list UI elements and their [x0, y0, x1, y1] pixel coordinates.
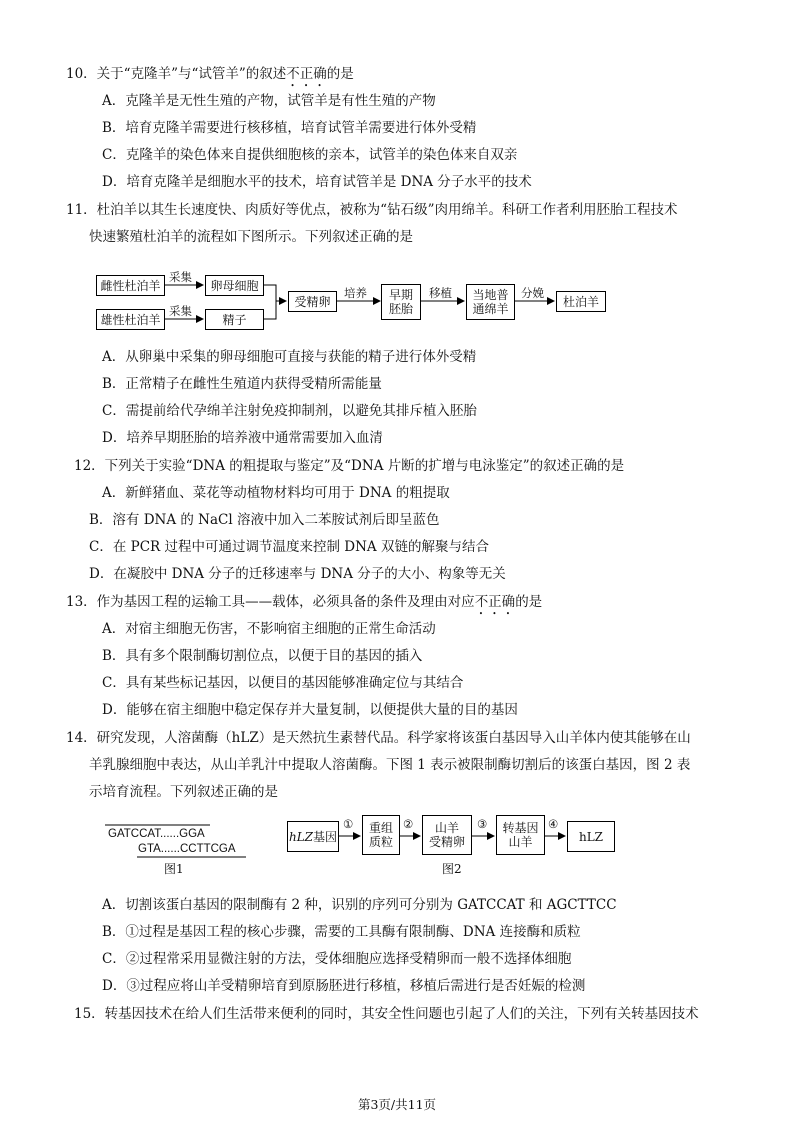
collect-label-1: 采集 [169, 270, 192, 284]
q10-option-a: A．克隆羊是无性生殖的产物，试管羊是有性生殖的产物 [102, 93, 436, 109]
q14-option-b: B．①过程是基因工程的核心步骤，需要的工具酶有限制酶、DNA 连接酶和质粒 [102, 924, 581, 940]
q14-option-d: D．③过程应将山羊受精卵培育到原肠胚进行移植，移植后需进行是否妊娠的检测 [102, 978, 586, 994]
transfer-label: 移植 [429, 286, 452, 300]
q11-option-c: C．需提前给代孕绵羊注射免疫抑制剂，以避免其排斥植入胚胎 [102, 403, 477, 419]
q12-option-b: B．溶有 DNA 的 NaCl 溶液中加入二苯胺试剂后即呈蓝色 [89, 512, 440, 528]
q13-option-c: C．具有某些标记基因，以便目的基因能够准确定位与其结合 [102, 675, 464, 691]
q14-option-c: C．②过程常采用显微注射的方法，受体细胞应选择受精卵而一般不选择体细胞 [102, 951, 572, 967]
q13-stem: 13．作为基因工程的运输工具——载体，必须具备的条件及理由对应不正确的是 [66, 594, 543, 610]
q14-stem-line3: 示培育流程。下列叙述正确的是 [89, 784, 278, 800]
q11-stem-line1: 11．杜泊羊以其生长速度快、肉质好等优点，被称为“钻石级”肉用绵羊。科研工作者利用胚胎工程技术 [66, 202, 678, 218]
q11-option-d: D．培养早期胚胎的培养液中通常需要加入血清 [102, 430, 383, 446]
q13-option-a: A．对宿主细胞无伤害，不影响宿主细胞的正常生命活动 [102, 621, 436, 637]
q12-option-a: A．新鲜猪血、菜花等动植物材料均可用于 DNA 的粗提取 [102, 485, 450, 501]
q12-option-d: D．在凝胶中 DNA 分子的迁移速率与 DNA 分子的大小、构象等无关 [89, 566, 506, 582]
q10-option-c: C．克隆羊的染色体来自提供细胞核的亲本，试管羊的染色体来自双亲 [102, 147, 518, 163]
q13-option-d: D．能够在宿主细胞中稳定保存并大量复制，以便提供大量的目的基因 [102, 702, 518, 718]
q11-stem-line2: 快速繁殖杜泊羊的流程如下图所示。下列叙述正确的是 [89, 229, 413, 245]
q13-emphasis: 不正确 [474, 594, 516, 610]
q15-stem-line1: 15．转基因技术在给人们生活带来便利的同时，其安全性问题也引起了人们的关注，下列有关转基因技术 [74, 1006, 699, 1022]
sperm-box: 精子 [205, 309, 264, 330]
early-embryo-box: 早期 胚胎 [381, 284, 421, 320]
figure-2-caption: 图2 [442, 862, 462, 876]
culture-label: 培养 [344, 286, 367, 300]
page-number-footer: 第3页/共11页 [357, 1097, 437, 1112]
collect-label-2: 采集 [169, 304, 192, 318]
step-1-marker: ① [343, 817, 354, 831]
q10-option-d: D．培育克隆羊是细胞水平的技术，培育试管羊是 DNA 分子水平的技术 [102, 174, 532, 190]
step-4-marker: ④ [548, 817, 559, 831]
dna-top-strand: GATCCAT......GGA [108, 828, 205, 840]
figure-1-caption: 图1 [164, 862, 184, 876]
zygote-box: 受精卵 [288, 291, 337, 312]
q14-stem-line1: 14．研究发现，人溶菌酶（hLZ）是天然抗生素替代品。科学家将该蛋白基因导入山羊体内使其能够在山 [66, 730, 691, 746]
male-sheep-box: 雄性杜泊羊 [96, 309, 165, 330]
q13-option-b: B．具有多个限制酶切割位点，以便于目的基因的插入 [102, 648, 423, 664]
birth-label: 分娩 [521, 286, 544, 300]
hlz-product-box: hLZ [567, 821, 615, 852]
q12-stem: 12．下列关于实验“DNA 的粗提取与鉴定”及“DNA 片断的扩增与电泳鉴定”的叙述正确的是 [74, 458, 625, 474]
goat-zygote-box: 山羊 受精卵 [422, 815, 472, 855]
q11-option-a: A．从卵巢中采集的卵母细胞可直接与获能的精子进行体外受精 [102, 349, 477, 365]
q10-stem: 10．关于“克隆羊”与“试管羊”的叙述不正确的是 [66, 66, 354, 82]
recombinant-plasmid-box: 重组 质粒 [362, 815, 400, 855]
dorper-result-box: 杜泊羊 [556, 291, 606, 312]
step-2-marker: ② [403, 817, 414, 831]
q10-emphasis: 不正确 [286, 66, 327, 82]
q14-option-a: A．切割该蛋白基因的限制酶有 2 种，识别的序列可分别为 GATCCAT 和 AGCTTCC [102, 897, 617, 913]
q12-option-c: C．在 PCR 过程中可通过调节温度来控制 DNA 双链的解聚与结合 [89, 539, 489, 555]
dna-bottom-strand: GTA......CCTTCGA [138, 843, 236, 855]
oocyte-box: 卵母细胞 [205, 275, 264, 296]
q14-stem-line2: 羊乳腺细胞中表达，从山羊乳汁中提取人溶菌酶。下图 1 表示被限制酶切割后的该蛋白基因，图 2 表 [89, 757, 691, 773]
hlz-gene-box: hLZ 基因 [287, 821, 339, 852]
surrogate-sheep-box: 当地普 通绵羊 [466, 284, 515, 320]
q11-option-b: B．正常精子在雌性生殖道内获得受精所需能量 [102, 376, 382, 392]
step-3-marker: ③ [477, 817, 488, 831]
transgenic-goat-box: 转基因 山羊 [496, 815, 545, 855]
q10-option-b: B．培育克隆羊需要进行核移植，培育试管羊需要进行体外受精 [102, 120, 477, 136]
female-sheep-box: 雌性杜泊羊 [96, 275, 165, 296]
